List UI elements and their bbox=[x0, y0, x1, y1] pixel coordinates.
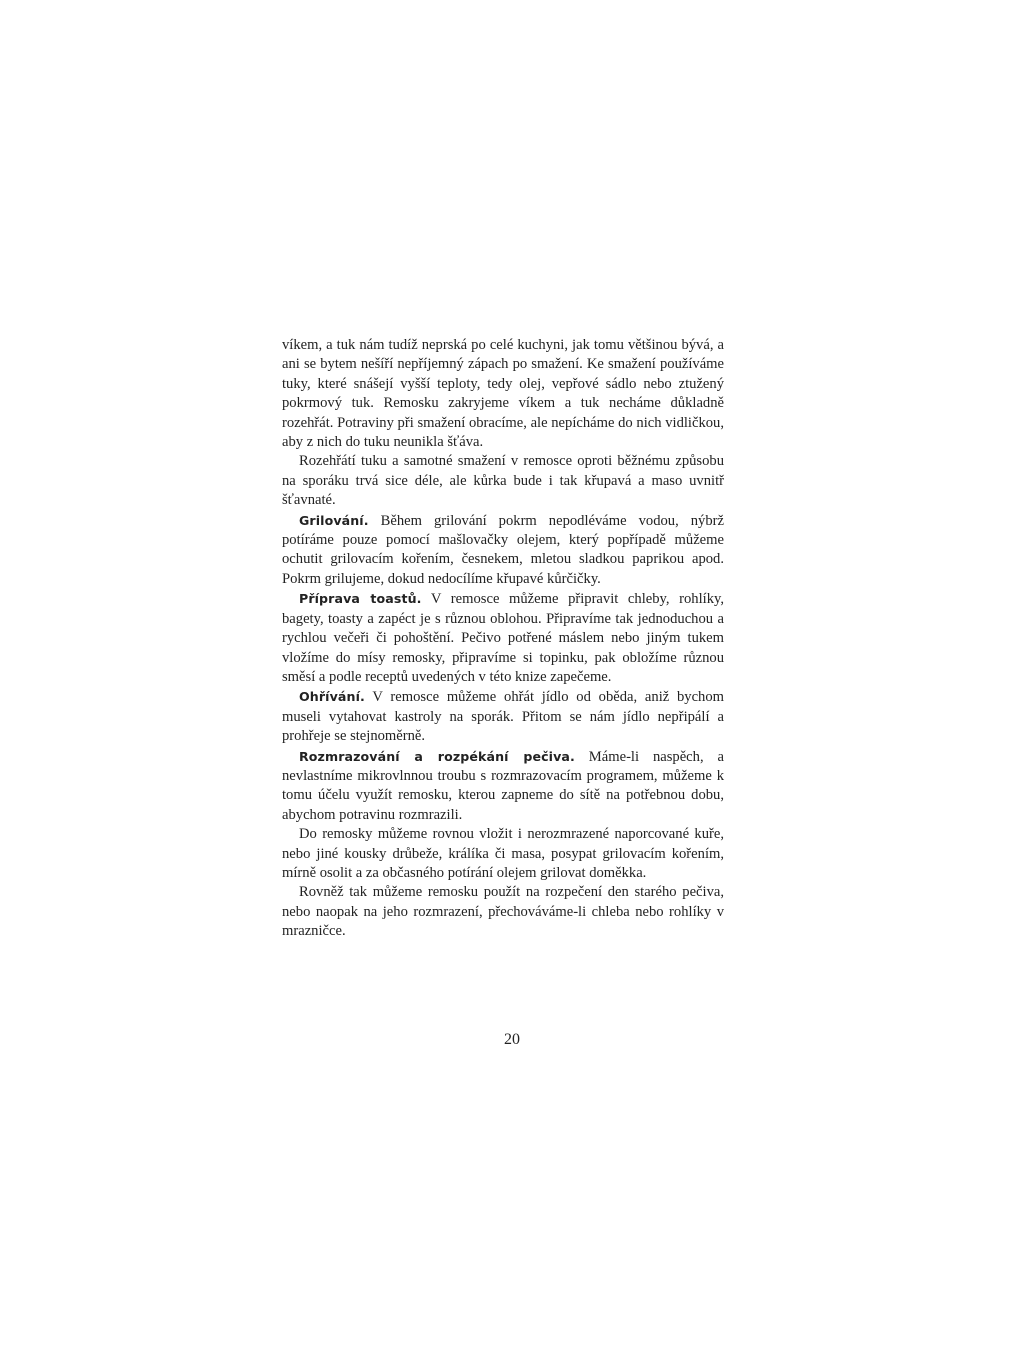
section-heading: Ohřívání. bbox=[299, 689, 365, 705]
paragraph-text: Do remosky můžeme rovnou vložit i nerozmrazené naporcované kuře, nebo jiné kousky drůbeže, králíka či masa, posypat grilovacím kořením, mírně osolit a za občasného potírání olejem grilovat doměkka. bbox=[282, 826, 724, 881]
paragraph-text: Rovněž tak můžeme remosku použít na rozpečení den starého pečiva, nebo naopak na jeho rozmrazení, přechováváme-li chleba nebo rohlíky v mrazničce. bbox=[282, 884, 724, 940]
section-grilovani bbox=[282, 511, 724, 590]
section-heading: Rozmrazování a rozpékání pečiva. bbox=[299, 748, 575, 764]
paragraph-text: V remosce můžeme připravit chleby, rohlíky, bagety, toasty a zapéct je s různou oblohou. Připravíme tak jednoduchou a rychlou večeři či pohoštění. Pečivo potřené máslem nebo jiným tukem vložíme do mísy remosky, připravíme si topinku, pak obložíme různou směsí a podle receptů uvedených v této knize zapečeme. bbox=[282, 591, 724, 685]
page-number: 20 bbox=[504, 1031, 520, 1048]
paragraph-text: Během grilování pokrm nepodléváme vodou, nýbrž potíráme pouze pomocí mašlovačky olejem, který popřípadě můžeme ochutit grilovacím kořením, česnekem, mletou sladkou paprikou apod. Pokrm grilujeme, dokud nedocílíme křupavé kůrčičky. bbox=[282, 512, 724, 587]
page-body bbox=[282, 336, 724, 942]
section-rozmrazovani bbox=[282, 747, 724, 826]
paragraph bbox=[282, 336, 724, 452]
section-ohrivani bbox=[282, 687, 724, 746]
paragraph-text: V remosce můžeme ohřát jídlo od oběda, aniž bychom museli vytahovat kastroly na sporák. Přitom se nám jídlo nepřipálí a prohřeje se stejnoměrně. bbox=[282, 689, 725, 745]
paragraph bbox=[282, 883, 724, 941]
paragraph-text: Rozehřátí tuku a samotné smažení v remosce oproti běžnému způsobu na sporáku trvá sice déle, ale kůrka bude i tak křupavá a maso uvnitř šťavnaté. bbox=[282, 453, 724, 509]
section-heading: Příprava toastů. bbox=[299, 591, 422, 607]
paragraph-text: Máme-li naspěch, a nevlastníme mikrovlnnou troubu s rozmrazovacím programem, můžeme k tomu účelu využít remosku, kterou zapneme do sítě na potřebnou dobu, abychom potravinu rozmrazili. bbox=[282, 748, 724, 823]
section-priprava-toastu bbox=[282, 589, 724, 687]
section-heading: Grilování. bbox=[299, 512, 369, 528]
paragraph-text: víkem, a tuk nám tudíž neprská po celé kuchyni, jak tomu většinou bývá, a ani se bytem nešíří nepříjemný zápach po smažení. Ke smažení používáme tuky, které snášejí vyšší teploty, tedy olej, vepřové sádlo nebo ztužený pokrmový tuk. Remosku zakryjeme víkem a tuk necháme důkladně rozehřát. Potraviny při smažení obracíme, ale nepícháme do nich vidličkou, aby z nich do tuku neunikla šťáva. bbox=[282, 337, 724, 451]
paragraph bbox=[282, 825, 724, 883]
paragraph bbox=[282, 452, 724, 510]
